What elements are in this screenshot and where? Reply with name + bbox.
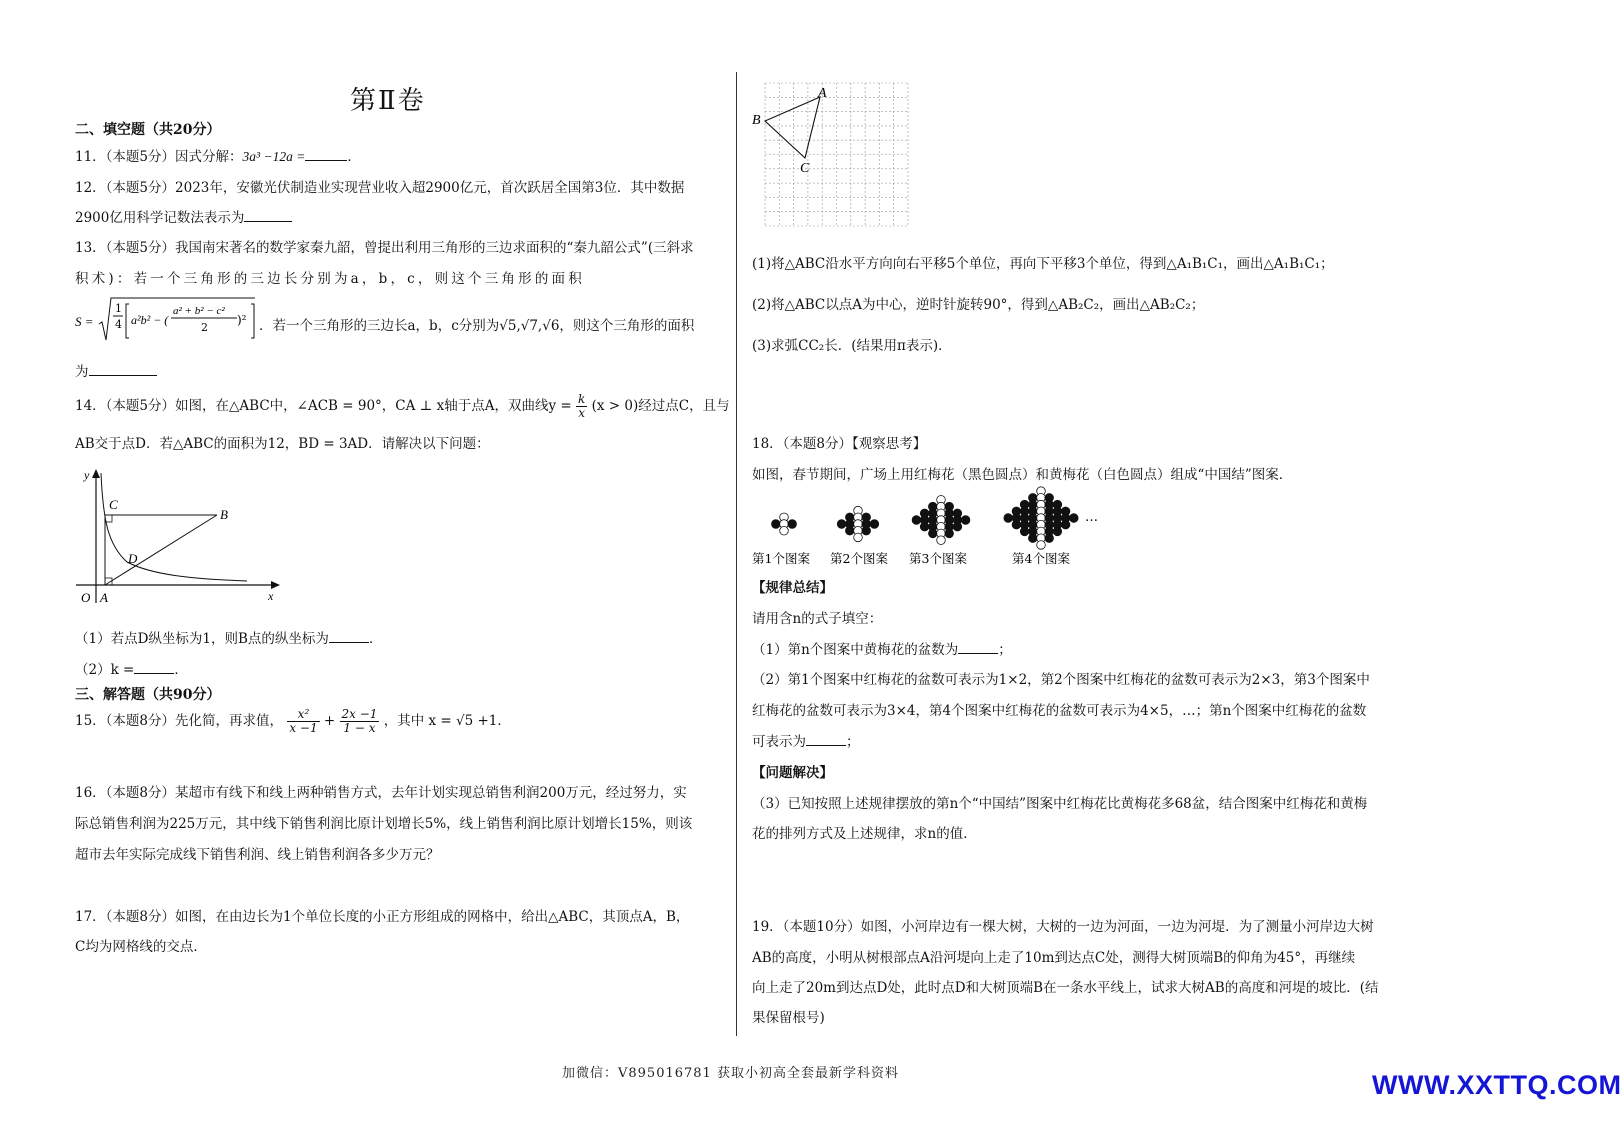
question-12-line2	[75, 206, 292, 226]
question-13-line4	[75, 360, 157, 380]
q14-sub2-blank	[134, 661, 174, 674]
question-18-sub2c	[752, 730, 860, 750]
question-18-sub3b: 花的排列方式及上述规律，求n的值．	[752, 826, 977, 842]
q12-text: 2900亿用科学记数法表示为	[75, 210, 245, 226]
site-brand-logo: WWW.XXTTQ.COM	[1372, 1070, 1621, 1100]
q18-sub1-text: （1）第n个图案中黄梅花的盆数为	[752, 642, 959, 658]
question-18-sub2b: 红梅花的盆数可表示为3×4，第4个图案中红梅花的盆数可表示为4×5，…；第n个图案中红梅花的盆数	[752, 703, 1367, 719]
exam-section-title: 第Ⅱ卷	[350, 86, 426, 116]
red-plum-dot	[788, 520, 797, 529]
question-18-sub3a: （3）已知按照上述规律摆放的第n个“中国结”图案中红梅花比黄梅花多68盆，结合图案中红梅花和黄梅	[752, 796, 1368, 812]
label-b: B	[220, 507, 228, 522]
red-plum-dot	[961, 516, 970, 525]
q14-sub1-text: （1）若点D纵坐标为1，则B点的纵坐标为	[75, 631, 329, 647]
q17-grid-figure	[750, 80, 920, 232]
formula-quarter-den: 4	[115, 318, 122, 331]
q11-text: 11．（本题5分）因式分解：	[75, 149, 243, 165]
pattern-caption-1: 第1个图案	[752, 551, 810, 566]
question-14-sub1: （1）若点D纵坐标为1，则B点的纵坐标为 ．	[75, 631, 383, 647]
formula-denominator: 2	[201, 321, 208, 334]
formula-left-bracket	[126, 304, 129, 338]
label-c: C	[109, 497, 118, 512]
question-17-part3: (3)求弧CC₂长．(结果用π表示)．	[752, 338, 952, 354]
question-19-line4: 果保留根号)	[752, 1010, 825, 1026]
question-14-line2: AB交于点D．若△ABC的面积为12，BD = 3AD．请解决以下问题：	[75, 436, 490, 452]
question-13-line3: ．若一个三角形的三边长a，b，c分别为√5,√7,√6，则这个三角形的面积	[259, 318, 695, 334]
yellow-plum-dot	[1037, 541, 1046, 550]
grid-label-c: C	[800, 161, 810, 176]
q18-sub2-blank	[806, 733, 846, 746]
column-divider	[736, 72, 737, 1036]
red-plum-dot	[920, 522, 929, 531]
formula-svg	[75, 296, 265, 344]
red-plum-dot	[1012, 520, 1021, 529]
label-a: A	[100, 590, 108, 605]
question-16-line2: 际总销售利润为225万元，其中线下销售利润比原计划增长5%，线上销售利润比原计划增长15%，则该	[75, 816, 693, 832]
q15-num1: x²	[287, 708, 319, 722]
q11-expression: 3a³ −12a =	[242, 149, 306, 164]
q14-k-over-x	[576, 393, 587, 420]
question-17-line2: C均为网格线的交点．	[75, 939, 207, 955]
question-14-line1	[75, 393, 730, 420]
red-plum-dot	[1070, 514, 1079, 523]
section-answer-heading: 三、解答题（共90分）	[75, 687, 221, 703]
q18-sub2c-text: 可表示为	[752, 734, 806, 750]
formula-s: S =	[75, 314, 94, 329]
x-axis-arrow	[271, 581, 280, 589]
question-18-line2: 如图，春节期间，广场上用红梅花（黑色圆点）和黄梅花（白色圆点）组成“中国结”图案．	[752, 467, 1293, 483]
question-11	[75, 145, 361, 165]
triangle-abc	[765, 97, 820, 158]
question-15	[75, 708, 511, 735]
red-plum-dot	[1053, 527, 1062, 536]
footer-watermark-text: 加微信：V895016781 获取小初高全套最新学科资料	[562, 1066, 899, 1081]
q15-num2: 2x −1	[341, 707, 378, 721]
q14-frac-num: k	[578, 392, 586, 406]
red-plum-dot	[837, 520, 846, 529]
formula-tail: )²	[237, 313, 247, 327]
q18-sub1-blank	[958, 641, 998, 654]
q14-text-b: (x > 0)经过点C，且与	[591, 398, 730, 414]
label-y: y	[84, 468, 90, 482]
pattern-dots	[772, 487, 1079, 549]
q18-solve-heading: 【问题解决】	[752, 765, 833, 781]
q11-end: ．	[347, 149, 361, 165]
red-plum-dot	[772, 520, 781, 529]
q15-fraction-1	[287, 708, 319, 735]
y-axis-arrow	[92, 469, 100, 478]
q18-sub2-end: ；	[846, 734, 860, 750]
q15-fraction-2	[340, 708, 380, 735]
q18-rule-heading: 【规律总结】	[752, 580, 833, 596]
q18-sub1-end: ；	[998, 642, 1012, 658]
red-plum-dot	[1004, 514, 1013, 523]
label-d: D	[128, 551, 138, 566]
q11-answer-blank	[305, 148, 347, 161]
pattern-caption-2: 第2个图案	[830, 551, 888, 566]
grid-lines	[765, 83, 908, 226]
question-16-line1: 16．（本题8分）某超市有线下和线上两种销售方式，去年计划实现总销售利润200万元，经过努力，实	[75, 785, 687, 801]
formula-numerator: a² + b² − c²	[173, 305, 225, 317]
question-19-line3: 向上走了20m到达点D处，此时点D和大树顶端B在一条水平线上，试求大树AB的高度和河堤的坡比．(结	[752, 980, 1379, 996]
question-17-line1: 17．（本题8分）如图，在由边长为1个单位长度的小正方形组成的网格中，给出△ABC，其顶点A，B，	[75, 909, 690, 925]
q14-text-a: 14．（本题5分）如图，在△ABC中，∠ACB = 90°，CA ⊥ x轴于点A，双曲线y =	[75, 398, 572, 414]
label-o: O	[81, 590, 91, 605]
q14-sub1-blank	[329, 630, 369, 643]
red-plum-dot	[945, 529, 954, 538]
formula-quarter-num: 1	[115, 302, 122, 315]
q15-den1: x −1	[289, 721, 318, 735]
hyperbola-curve	[101, 473, 247, 581]
red-plum-dot	[862, 526, 871, 535]
question-13-line1: 13．（本题5分）我国南宋著名的数学家秦九韶，曾提出利用三角形的三边求面积的“秦九韶公式”(三斜求	[75, 240, 694, 256]
q14-hyperbola-figure	[72, 465, 287, 605]
section-fill-in-heading: 二、填空题（共20分）	[75, 122, 221, 138]
red-plum-dot	[1061, 520, 1070, 529]
q15-text-a: 15．（本题8分）先化简，再求值，	[75, 713, 284, 729]
red-plum-dot	[1029, 534, 1038, 543]
red-plum-dot	[912, 516, 921, 525]
q14-sub2-text: （2）k =	[75, 662, 135, 678]
q13-text: 为	[75, 364, 89, 380]
question-19-line2: AB的高度，小明从树根部点A沿河堤向上走了10m到达点C处，测得大树顶端B的仰角为45°，再继续	[752, 950, 1356, 966]
grid-label-b: B	[752, 113, 761, 128]
yellow-plum-dot	[780, 526, 789, 535]
q15-text-b: ，其中 x = √5 +1．	[383, 713, 511, 729]
q15-plus: +	[323, 713, 336, 729]
q12-answer-blank	[244, 209, 292, 222]
formula-right-bracket	[251, 304, 254, 338]
red-plum-dot	[929, 529, 938, 538]
q18-knot-patterns	[752, 488, 1112, 573]
red-plum-dot	[1045, 534, 1054, 543]
red-plum-dot	[846, 526, 855, 535]
pattern-caption-3: 第3个图案	[909, 551, 967, 566]
q13-answer-blank	[89, 363, 157, 376]
q15-den2: 1 − x	[343, 721, 376, 735]
yellow-plum-dot	[937, 536, 946, 545]
question-18-sub1	[752, 638, 1012, 658]
question-18-line3: 请用含n的式子填空：	[752, 611, 883, 627]
question-17-part2: (2)将△ABC以点A为中心，逆时针旋转90°，得到△AB₂C₂，画出△AB₂C₂；	[752, 297, 1205, 313]
formula-inner: a²b² − (	[131, 313, 169, 327]
yellow-plum-dot	[854, 533, 863, 542]
red-plum-dot	[870, 520, 879, 529]
pattern-caption-4: 第4个图案	[1012, 551, 1070, 566]
segment-ab	[105, 515, 217, 585]
q14-frac-den: x	[578, 406, 586, 420]
question-18-sub2a: （2）第1个图案中红梅花的盆数可表示为1×2，第2个图案中红梅花的盆数可表示为2×3，第3个图案中	[752, 672, 1370, 688]
question-16-line3: 超市去年实际完成线下销售利润、线上销售利润各多少万元？	[75, 847, 440, 863]
pattern-ellipsis: …	[1085, 510, 1098, 525]
red-plum-dot	[953, 522, 962, 531]
grid-label-a: A	[818, 86, 827, 101]
question-14-sub2: （2）k = ．	[75, 662, 188, 678]
question-17-part1: (1)将△ABC沿水平方向向右平移5个单位，再向下平移3个单位，得到△A₁B₁C₁，画出△A₁B₁C₁；	[752, 256, 1334, 272]
question-18-line1: 18．（本题8分）【观察思考】	[752, 436, 927, 452]
label-x: x	[268, 589, 274, 603]
question-13-line2: 积术)：若一个三角形的三边长分别为a，b，c，则这个三角形的面积	[75, 271, 585, 287]
red-plum-dot	[1020, 527, 1029, 536]
question-19-line1: 19．（本题10分）如图，小河岸边有一棵大树，大树的一边为河面，一边为河堤．为了测量小河岸边大树	[752, 919, 1374, 935]
question-12-line1: 12．（本题5分）2023年，安徽光伏制造业实现营业收入超2900亿元，首次跃居全国第3位．其中数据	[75, 180, 685, 196]
